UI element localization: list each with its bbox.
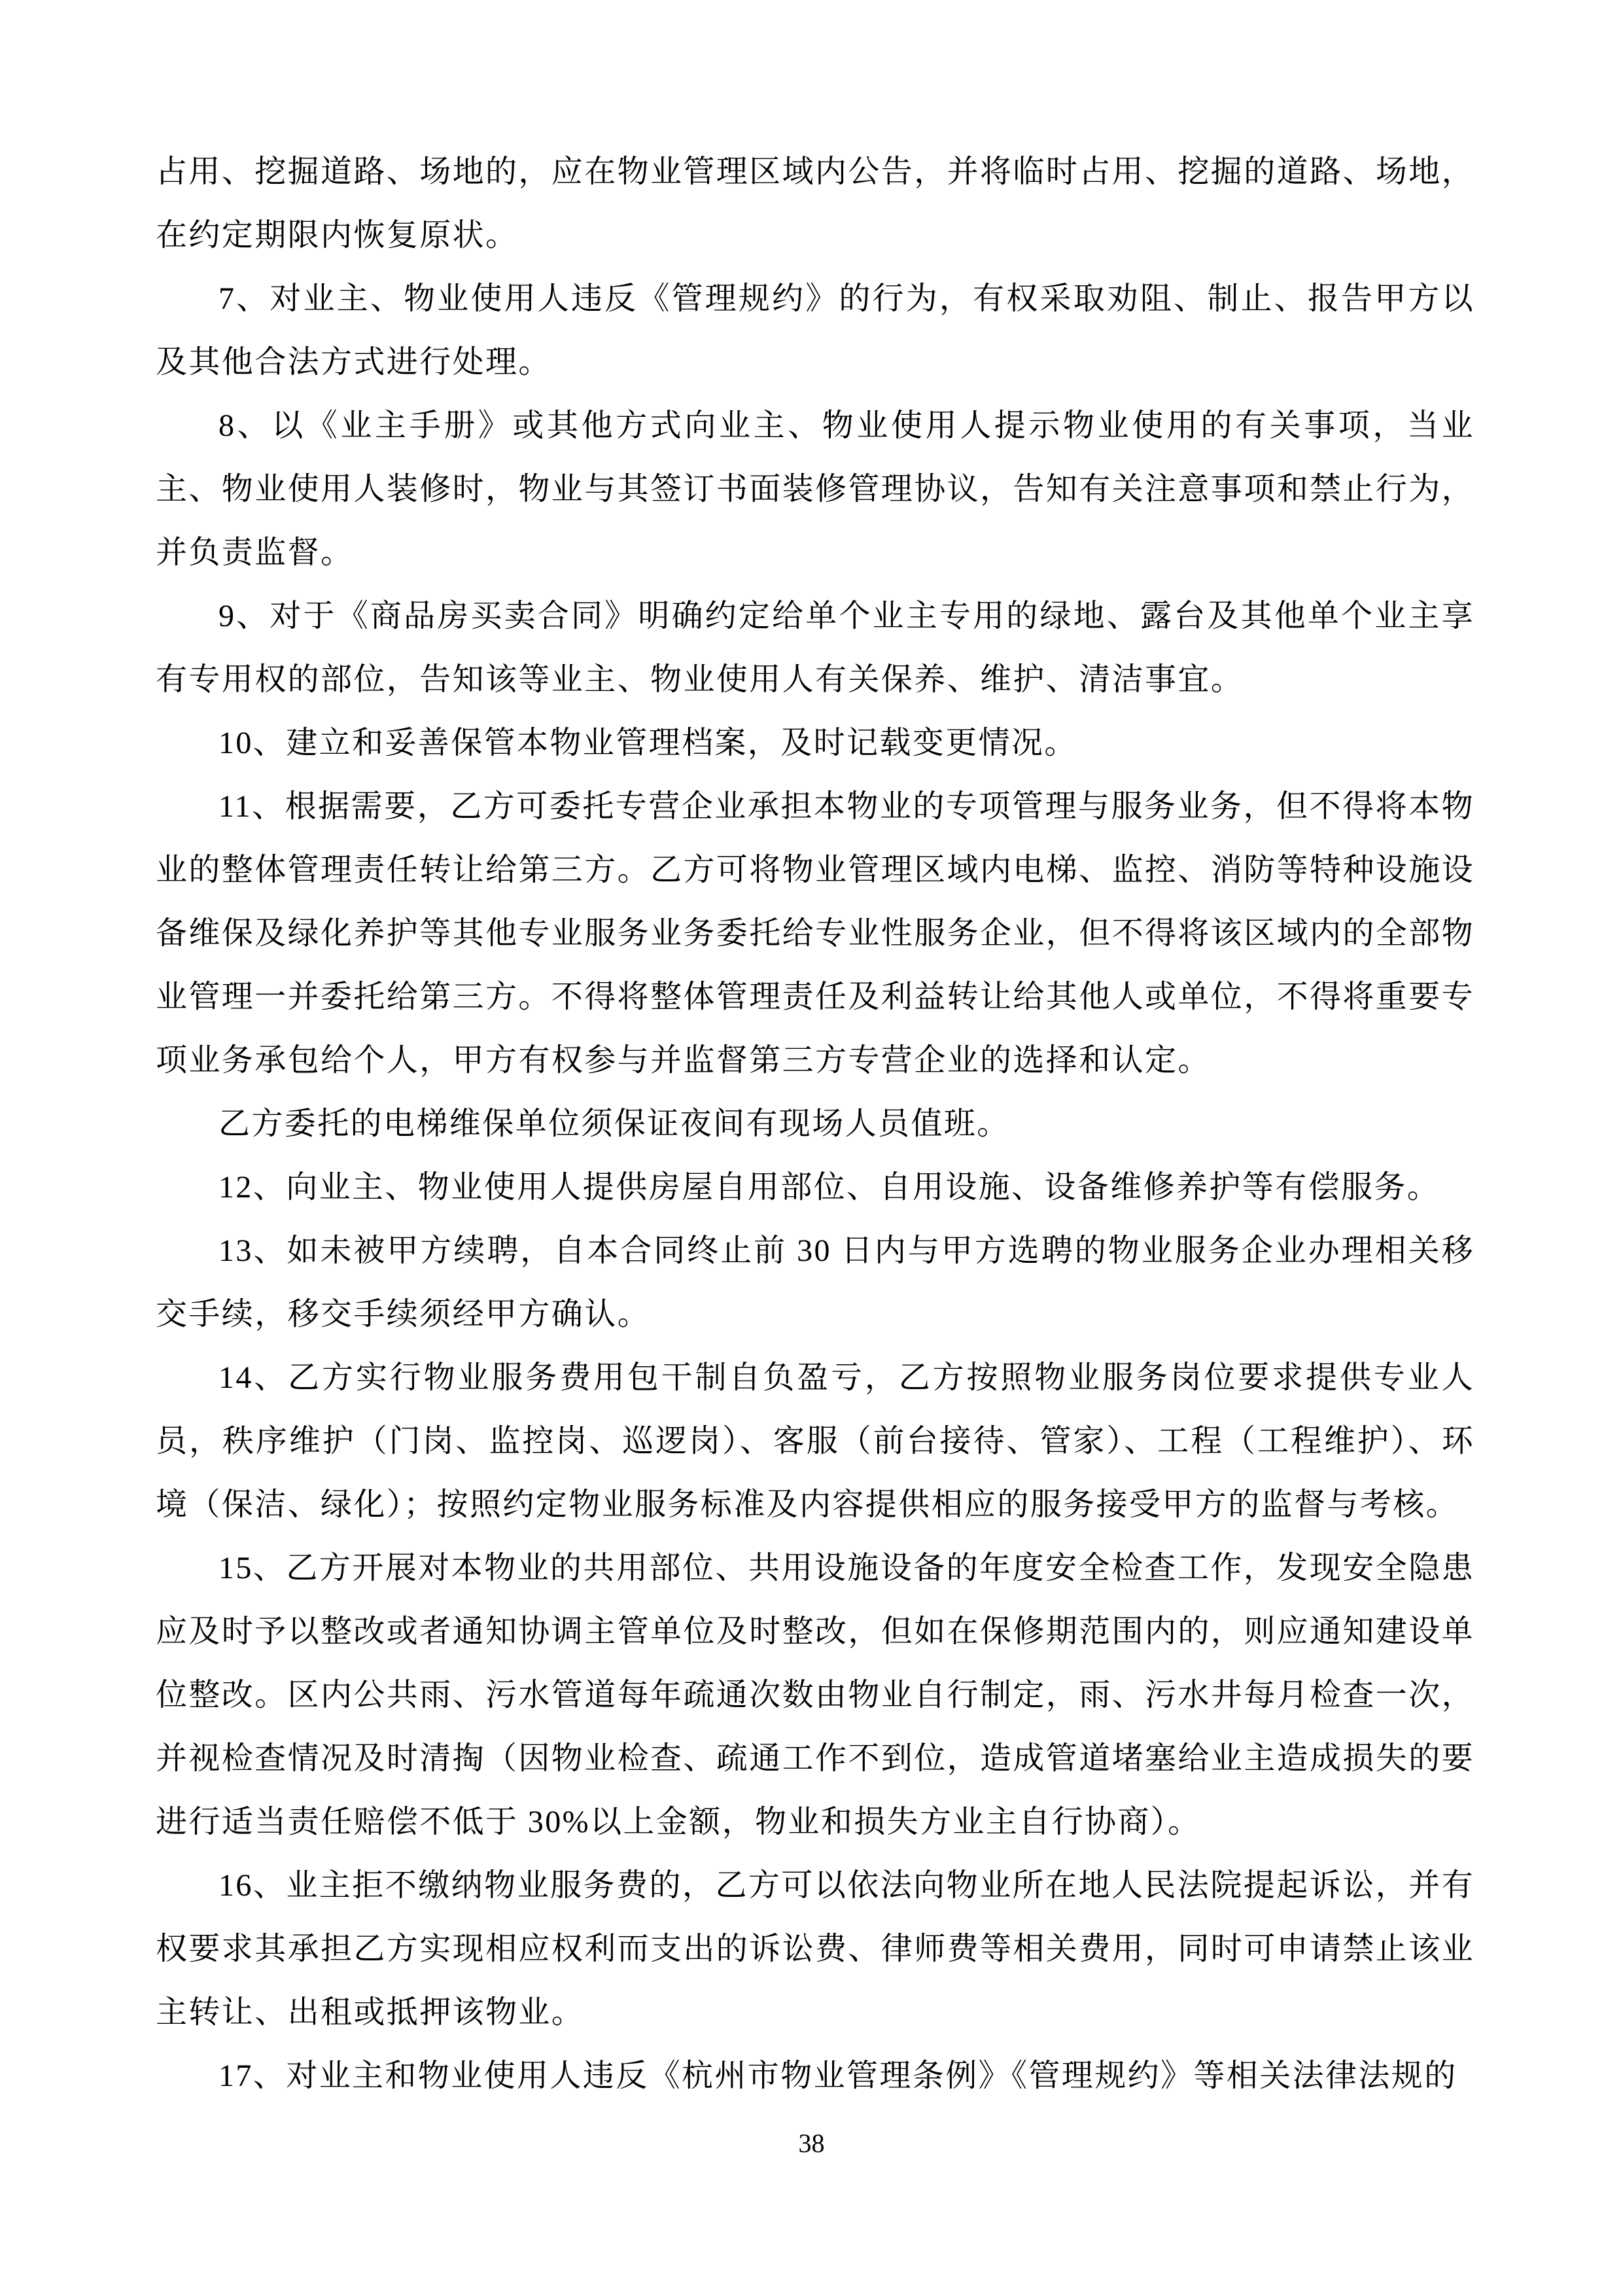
contract-paragraph: 14、乙方实行物业服务费用包干制自负盈亏，乙方按照物业服务岗位要求提供专业人员，秩序维护（门岗、监控岗、巡逻岗）、客服（前台接待、管家）、工程（工程维护）、环境（保洁、绿化）；按照约定物业服务标准及内容提供相应的服务接受甲方的监督与考核。 [156,1360,1475,1522]
contract-paragraph: 9、对于《商品房买卖合同》明确约定给单个业主专用的绿地、露台及其他单个业主享有专用权的部位，告知该等业主、物业使用人有关保养、维护、清洁事宜。 [156,599,1475,697]
contract-paragraph: 7、对业主、物业使用人违反《管理规约》的行为，有权采取劝阻、制止、报告甲方以及其他合法方式进行处理。 [156,281,1475,380]
contract-paragraph: 17、对业主和物业使用人违反《杭州市物业管理条例》《管理规约》等相关法律法规的 [218,2058,1457,2093]
contract-paragraph: 16、业主拒不缴纳物业服务费的，乙方可以依法向物业所在地人民法院提起诉讼，并有权要求其承担乙方实现相应权利而支出的诉讼费、律师费等相关费用，同时可申请禁止该业主转让、出租或抵押该物业。 [156,1868,1475,2030]
contract-paragraph: 10、建立和妥善保管本物业管理档案，及时记载变更情况。 [218,726,1077,760]
contract-text-body [156,140,1475,2108]
contract-paragraph: 8、以《业主手册》或其他方式向业主、物业使用人提示物业使用的有关事项，当业主、物业使用人装修时，物业与其签订书面装修管理协议，告知有关注意事项和禁止行为，并负责监督。 [156,408,1475,570]
page-footer [0,2128,1623,2159]
contract-paragraph: 占用、挖掘道路、场地的，应在物业管理区域内公告，并将临时占用、挖掘的道路、场地，在约定期限内恢复原状。 [156,154,1475,253]
contract-paragraph: 15、乙方开展对本物业的共用部位、共用设施设备的年度安全检查工作，发现安全隐患应及时予以整改或者通知协调主管单位及时整改，但如在保修期范围内的，则应通知建设单位整改。区内公共雨、污水管道每年疏通次数由物业自行制定，雨、污水井每月检查一次，并视检查情况及时清掏（因物业检查、疏通工作不到位，造成管道堵塞给业主造成损失的要进行适当责任赔偿不低于 30%以上金额，物业和损失方业主自行协商）。 [156,1551,1475,1839]
contract-paragraph: 13、如未被甲方续聘，自本合同终止前 30 日内与甲方选聘的物业服务企业办理相关移交手续，移交手续须经甲方确认。 [156,1233,1475,1332]
contract-paragraph: 11、根据需要，乙方可委托专营企业承担本物业的专项管理与服务业务，但不得将本物业的整体管理责任转让给第三方。乙方可将物业管理区域内电梯、监控、消防等特种设施设备维保及绿化养护等其他专业服务业务委托给专业性服务企业，但不得将该区域内的全部物业管理一并委托给第三方。不得将整体管理责任及利益转让给其他人或单位，不得将重要专项业务承包给个人，甲方有权参与并监督第三方专营企业的选择和认定。 [156,789,1475,1078]
contract-paragraph: 乙方委托的电梯维保单位须保证夜间有现场人员值班。 [218,1106,1010,1141]
page-number: 38 [798,2128,825,2158]
contract-paragraph: 12、向业主、物业使用人提供房屋自用部位、自用设施、设备维修养护等有偿服务。 [218,1170,1440,1205]
